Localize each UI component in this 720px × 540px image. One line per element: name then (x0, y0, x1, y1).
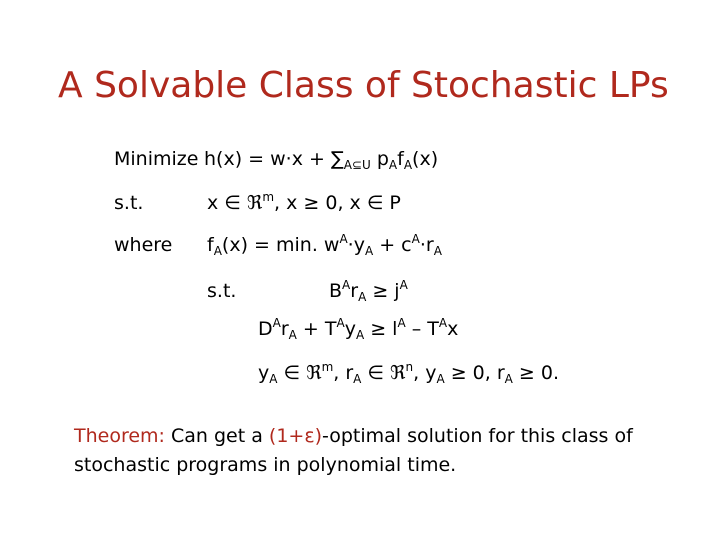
c-superscript: A (411, 232, 420, 246)
w-superscript: A (339, 232, 348, 246)
T-superscript-2: A (438, 316, 448, 330)
plus-c: + c (373, 234, 412, 256)
r-symbol: r (350, 280, 359, 302)
constraint-b (329, 278, 408, 304)
comma-r: , r (333, 362, 354, 384)
slide-title: A Solvable Class of Stochastic LPs (58, 65, 669, 106)
objective-head: h(x) = w·x + ∑ (204, 148, 344, 170)
theorem-pre: Can get a (164, 425, 269, 447)
y-subscript: A (364, 244, 374, 258)
l-superscript: A (397, 316, 406, 330)
r-symbol: r (280, 318, 289, 340)
y-subscript: A (355, 328, 365, 342)
domain-constraints (258, 360, 559, 386)
y-symbol: y (344, 318, 356, 340)
r-subscript: A (353, 372, 362, 386)
f-subscript: A (403, 158, 413, 172)
B-superscript: A (342, 278, 351, 292)
recourse-definition (207, 232, 442, 258)
B-symbol: B (329, 280, 343, 302)
first-stage-constraint (207, 190, 401, 214)
r-subscript: A (358, 290, 367, 304)
minus-T: – T (405, 318, 439, 340)
n-superscript: n (405, 360, 414, 374)
theorem-post: -optimal solution for this class of stochastic programs in polynomial time. (74, 425, 633, 476)
m-superscript: m (321, 360, 334, 374)
f-symbol: f (397, 148, 404, 170)
ge-l: ≥ l (364, 318, 398, 340)
in-reals-1: ∈ ℜ (277, 362, 322, 384)
ge-j: ≥ j (366, 280, 400, 302)
sum-subscript: A⊆U (343, 158, 371, 172)
prob-symbol: p (376, 148, 389, 170)
r-subscript: A (288, 328, 297, 342)
ge-zero: ≥ 0. (512, 362, 559, 384)
dot-y: ·y (347, 234, 365, 256)
y-symbol: y (258, 362, 270, 384)
min-expression: (x) = min. w (221, 234, 340, 256)
objective-expression (204, 148, 439, 172)
y-subscript: A (269, 372, 278, 386)
prob-subscript: A (388, 158, 398, 172)
approx-factor: (1+ε) (268, 425, 323, 447)
D-superscript: A (272, 316, 281, 330)
theorem-statement (74, 422, 664, 480)
x-symbol: x (447, 318, 459, 340)
theorem-label: Theorem: (74, 425, 165, 447)
comma-y: , y (413, 362, 437, 384)
plus-T: + T (296, 318, 337, 340)
f-subscript: A (213, 244, 222, 258)
D-symbol: D (258, 318, 273, 340)
x-in-reals: x ∈ ℜ (207, 192, 263, 214)
in-reals-2: ∈ ℜ (361, 362, 406, 384)
minimize-label: Minimize (114, 148, 199, 170)
m-superscript: m (262, 190, 275, 204)
second-st-label: s.t. (207, 280, 237, 302)
r-subscript-2: A (504, 372, 513, 386)
r-subscript: A (433, 244, 442, 258)
where-label: where (114, 234, 173, 256)
st-label: s.t. (114, 192, 144, 214)
constraint-d (258, 316, 459, 342)
dot-r: ·r (419, 234, 434, 256)
constraint-tail: , x ≥ 0, x ∈ P (274, 192, 401, 214)
ge-zero-r: ≥ 0, r (444, 362, 505, 384)
f-symbol: f (207, 234, 214, 256)
y-subscript-2: A (436, 372, 445, 386)
T-superscript: A (336, 316, 345, 330)
objective-tail: (x) (412, 148, 439, 170)
j-superscript: A (399, 278, 408, 292)
